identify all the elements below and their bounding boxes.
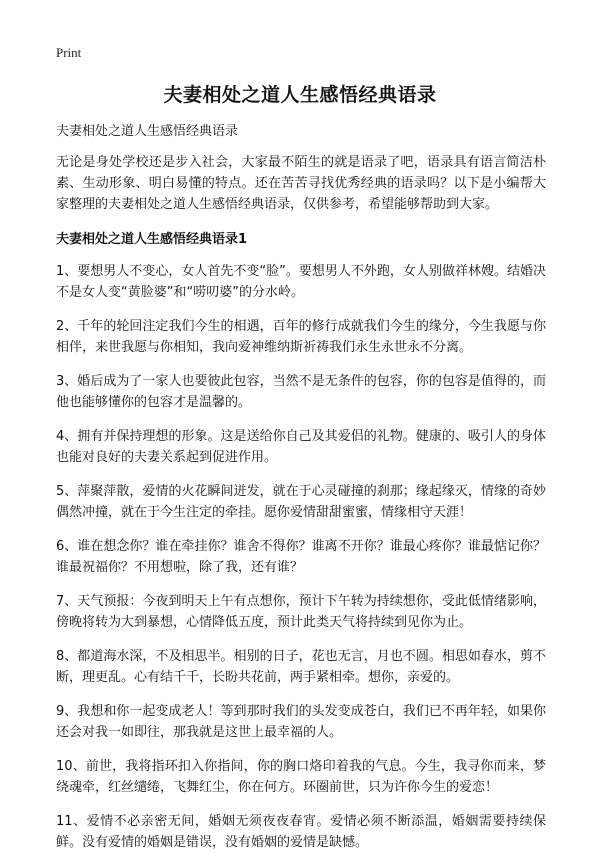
- quote-item-8: 8、都道海水深，不及相思半。相别的日子，花也无言，月也不圆。相思如春水，剪不断，理更乱。心有结千千，长盼共花前，两手紧相牵。想你，亲爱的。: [56, 649, 546, 685]
- section-heading: 夫妻相处之道人生感悟经典语录1: [56, 232, 248, 247]
- print-label[interactable]: Print: [56, 45, 82, 60]
- page-title: 夫妻相处之道人生感悟经典语录: [163, 84, 437, 106]
- quote-item-3: 3、婚后成为了一家人也要彼此包容，当然不是无条件的包容，你的包容是值得的，而他也能够懂你的包容才是温馨的。: [56, 374, 546, 410]
- quote-item-9: 9、我想和你一起变成老人！等到那时我们的头发变成苍白，我们已不再年轻，如果你还会对我一如即往，那我就是这世上最幸福的人。: [56, 704, 546, 740]
- quote-item-10: 10、前世，我将指环扣入你指间，你的胸口烙印着我的气息。今生，我寻你而来，梦绕魂牵，红丝缱绻，飞舞红尘，你在何方。环圈前世，只为许你今生的爱恋！: [56, 759, 546, 795]
- quote-item-1: 1、要想男人不变心，女人首先不变“脸”。要想男人不外跑，女人别做祥林嫂。结婚决不是女人变“黄脸婆”和“唠叨婆”的分水岭。: [56, 264, 546, 300]
- subtitle: 夫妻相处之道人生感悟经典语录: [56, 124, 239, 139]
- quote-item-7: 7、天气预报：今夜到明天上午有点想你，预计下午转为持续想你，受此低情绪影响，傍晚将转为大到暴想，心情降低五度，预计此类天气将持续到见你为止。: [56, 594, 546, 630]
- quote-item-11: 11、爱情不必亲密无间，婚姻无须夜夜春宵。爱情必须不断添温，婚姻需要持续保鲜。没有爱情的婚姻是错误，没有婚姻的爱情是缺憾。: [56, 814, 546, 850]
- document-body: [56, 121, 546, 866]
- intro-paragraph: 无论是身处学校还是步入社会，大家最不陌生的就是语录了吧，语录具有语言简洁朴素、生动形象、明白易懂的特点。还在苦苦寻找优秀经典的语录吗？以下是小编帮大家整理的夫妻相处之道人生感悟经典语录，仅供参考，希望能够帮助到大家。: [56, 155, 546, 212]
- quote-item-5: 5、萍聚萍散，爱情的火花瞬间迸发，就在于心灵碰撞的刹那；缘起缘灭，情缘的奇妙偶然冲撞，就在于今生注定的牵挂。愿你爱情甜甜蜜蜜，情缘相守天涯！: [56, 484, 546, 520]
- quote-item-2: 2、千年的轮回注定我们今生的相遇，百年的修行成就我们今生的缘分，今生我愿与你相伴，来世我愿与你相知，我向爱神维纳斯祈祷我们永生永世永不分离。: [56, 319, 546, 355]
- quote-item-6: 6、谁在想念你？谁在牵挂你？谁舍不得你？谁离不开你？谁最心疼你？谁最惦记你？谁最祝福你？不用想啦，除了我，还有谁？: [56, 539, 546, 575]
- quote-item-4: 4、拥有并保持理想的形象。这是送给你自己及其爱侣的礼物。健康的、吸引人的身体也能对良好的夫妻关系起到促进作用。: [56, 429, 546, 465]
